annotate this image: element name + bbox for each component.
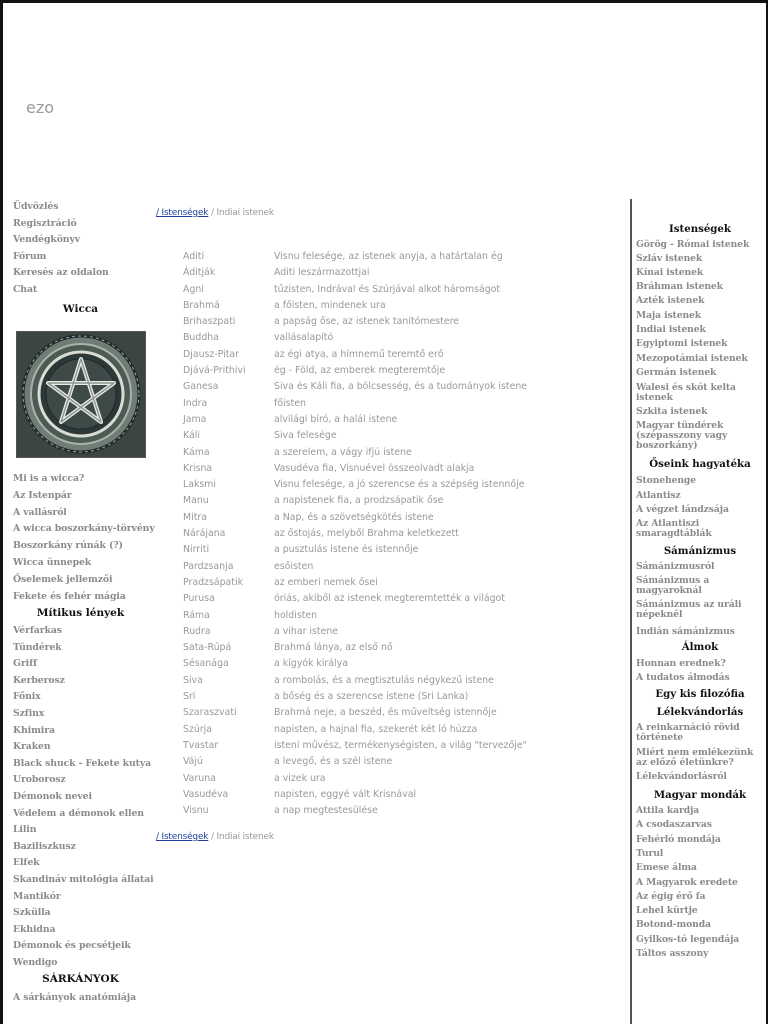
god-name: Tvastar	[183, 739, 219, 751]
god-description: Aditi leszármazottjai	[274, 267, 370, 279]
breadcrumb-separator: /	[210, 208, 214, 218]
right-sidebar-link[interactable]: Honnan erednek?	[636, 658, 726, 669]
god-description: óriás, akiből az istenek megteremtették a világot	[274, 593, 505, 605]
right-section-title: Istenségek	[669, 223, 731, 235]
right-sidebar-link[interactable]: Lélekvándorlásról	[636, 771, 727, 782]
breadcrumb-link[interactable]: / Istenségek	[156, 208, 209, 218]
right-sidebar-divider	[630, 199, 632, 1024]
right-sidebar-link[interactable]: Kínai istenek	[636, 267, 704, 278]
table-row	[183, 512, 623, 528]
right-sidebar-link[interactable]: Sámánizmus az uráli népeknél	[636, 599, 742, 620]
god-description: Siva felesége	[274, 430, 337, 442]
table-row	[183, 300, 623, 316]
table-row	[183, 789, 623, 805]
god-name: Káma	[183, 446, 210, 458]
right-sidebar-link[interactable]: Szkita istenek	[636, 406, 708, 417]
sidebar-link[interactable]: Főnix	[13, 691, 41, 703]
god-name: Aditi	[183, 251, 205, 262]
sidebar-link[interactable]: Vérfarkas	[13, 625, 62, 636]
right-sidebar-link[interactable]: A csodaszarvas	[636, 819, 712, 830]
right-sidebar-link[interactable]: A tudatos álmodás	[636, 672, 730, 683]
table-row	[183, 740, 623, 756]
sidebar-link[interactable]: A vallásról	[13, 506, 67, 518]
wicca-heading: Wicca	[62, 303, 99, 315]
god-name: Brahmá	[183, 299, 220, 311]
sidebar-link[interactable]: Üdvözlés	[13, 201, 59, 212]
god-description: esőisten	[274, 560, 314, 572]
breadcrumb-current: Indiai istenek	[216, 208, 274, 218]
sidebar-link[interactable]: Démonok és pecsétjeik	[13, 940, 131, 952]
table-row	[183, 316, 623, 332]
god-name: Jama	[183, 413, 207, 425]
god-description: tűzisten, Indrával és Szúrjával alkot háromságot	[274, 283, 501, 295]
right-sidebar-link[interactable]: Indiai istenek	[636, 324, 706, 335]
breadcrumb-separator: /	[210, 832, 214, 842]
god-description: a bőség és a szerencse istene (Sri Lanka)	[274, 691, 469, 703]
sidebar-link[interactable]: Fórum	[13, 250, 47, 262]
breadcrumb-link[interactable]: / Istenségek	[156, 832, 209, 842]
god-name: Djausz-Pitar	[183, 348, 240, 360]
right-sidebar-link[interactable]: Görög - Római istenek	[636, 239, 750, 250]
right-section-title: Álmok	[681, 641, 719, 653]
mitikus-heading: Mítikus lények	[36, 607, 125, 619]
god-description: az őstojás, melyből Brahma keletkezett	[274, 528, 459, 540]
right-sidebar-link[interactable]: Miért nem emlékezünk az előző életünkre?	[636, 747, 754, 768]
sidebar-link[interactable]: Szkülla	[13, 907, 51, 919]
god-description: Visnu felesége, az istenek anyja, a határtalan ég	[274, 251, 503, 262]
sidebar-link[interactable]: Khimira	[13, 724, 55, 736]
god-description: ég - Föld, az emberek megteremtője	[274, 365, 446, 377]
sidebar-link[interactable]: Őselemek jellemzői	[13, 573, 113, 585]
god-name: Krisna	[183, 462, 213, 474]
table-row	[183, 724, 623, 740]
god-description: főisten	[274, 397, 306, 409]
god-name: Káli	[183, 430, 200, 442]
right-sidebar-link[interactable]: Indián sámánizmus	[636, 626, 735, 637]
table-row	[183, 561, 623, 577]
sidebar-link[interactable]: Ekhidna	[13, 923, 56, 935]
wicca-links	[13, 473, 155, 607]
table-row	[183, 773, 623, 789]
top-nav	[13, 201, 109, 300]
sidebar-link[interactable]: Vendégkönyv	[13, 234, 81, 245]
right-sidebar-link[interactable]: Lehel kürtje	[636, 905, 698, 916]
table-row	[183, 593, 623, 609]
right-sidebar-link[interactable]: Azték istenek	[636, 295, 705, 306]
god-name: Indra	[183, 397, 208, 409]
right-section-title: Magyar mondák	[653, 789, 747, 801]
god-description: holdisten	[274, 609, 318, 621]
table-row	[183, 267, 623, 283]
table-row	[183, 365, 623, 381]
right-sidebar-link[interactable]: Szláv istenek	[636, 253, 703, 264]
right-sidebar-link[interactable]: Mezopotámiai istenek	[636, 353, 748, 364]
table-row	[183, 675, 623, 691]
sidebar-link[interactable]: Regisztráció	[13, 217, 77, 229]
god-name: Mitra	[183, 511, 207, 523]
god-name: Rudra	[183, 625, 211, 637]
right-sidebar-link[interactable]: A reinkarnáció rövid története	[636, 722, 740, 743]
breadcrumb	[156, 208, 274, 218]
pentagram-image	[16, 331, 146, 458]
right-sidebar-link[interactable]: A Magyarok eredete	[636, 877, 738, 888]
table-row	[183, 284, 623, 300]
god-description: vallásalapító	[274, 332, 334, 344]
table-row	[183, 463, 623, 479]
god-description: a pusztulás istene és istennője	[274, 544, 419, 556]
god-name: Sata-Rúpá	[183, 642, 232, 654]
god-description: napisten, a hajnal fia, szekerét két ló húzza	[274, 723, 478, 735]
table-row	[183, 495, 623, 511]
sidebar-link[interactable]: Tündérek	[13, 641, 62, 653]
sidebar-link[interactable]: A wicca boszorkány-törvény	[13, 523, 155, 535]
god-description: alvilági bíró, a halál istene	[274, 413, 398, 425]
god-description: a rombolás, és a megtisztulás négykezű istene	[274, 674, 494, 686]
god-name: Nárájana	[183, 528, 226, 540]
god-name: Vasudéva	[183, 788, 229, 800]
sidebar-link[interactable]: Lilin	[13, 824, 37, 836]
right-sidebar-link[interactable]: Egyiptomi istenek	[636, 338, 728, 349]
sidebar-link[interactable]: Szfinx	[13, 707, 45, 719]
god-description: az égi atya, a hímnemű teremtő erő	[274, 348, 444, 360]
god-name: Pardzsanja	[183, 560, 234, 572]
god-name: Pradzsápatik	[183, 576, 243, 588]
sidebar-link[interactable]: Az Istenpár	[13, 489, 72, 501]
right-sidebar-link[interactable]: Attila kardja	[636, 805, 700, 816]
right-sidebar-link[interactable]: Stonehenge	[636, 475, 697, 486]
table-row	[183, 381, 623, 397]
god-name: Agni	[183, 283, 204, 295]
table-row	[183, 544, 623, 560]
sidebar-link[interactable]: Démonok nevei	[13, 790, 92, 802]
right-section-title: Lélekvándorlás	[656, 706, 744, 718]
sidebar-link[interactable]: Uroborosz	[13, 774, 66, 786]
sidebar-link[interactable]: Kraken	[13, 741, 51, 753]
right-sidebar-link[interactable]: Fehérló mondája	[636, 834, 721, 845]
god-name: Purusa	[183, 593, 215, 605]
right-sidebar-link[interactable]: Sámánizmus a magyaroknál	[636, 575, 710, 596]
right-section-title: Sámánizmus	[663, 545, 737, 557]
right-sidebar-link[interactable]: Maja istenek	[636, 310, 702, 321]
table-row	[183, 658, 623, 674]
table-row	[183, 349, 623, 365]
right-sidebar-link[interactable]: Táltos asszony	[636, 948, 709, 959]
table-row	[183, 805, 623, 821]
sarkanyok-links	[13, 992, 136, 1009]
site-logo[interactable]: ezo	[26, 98, 55, 117]
table-row	[183, 528, 623, 544]
table-row	[183, 691, 623, 707]
god-name: Laksmi	[183, 479, 217, 491]
sidebar-link[interactable]: Elfek	[13, 857, 40, 869]
god-name: Djává-Prithivi	[183, 365, 246, 377]
right-sidebar-link[interactable]: Az Atlantiszi smaragdtáblák	[636, 518, 712, 539]
table-row	[183, 707, 623, 723]
sidebar-link[interactable]: Boszorkány rúnák (?)	[13, 540, 123, 552]
god-name: Vájú	[183, 756, 203, 768]
god-name: Visnu	[183, 805, 209, 817]
table-row	[183, 479, 623, 495]
god-name: Szúrja	[183, 723, 213, 735]
table-row	[183, 577, 623, 593]
god-name: Siva	[183, 674, 203, 686]
god-description: a Nap, és a szövetségkötés istene	[274, 511, 434, 523]
god-description: Brahmá lánya, az első nő	[274, 642, 393, 654]
god-description: Brahmá neje, a beszéd, és műveltség istennője	[274, 707, 497, 719]
right-sidebar-link[interactable]: Germán istenek	[636, 367, 717, 378]
breadcrumb-current: Indiai istenek	[216, 832, 274, 842]
god-name: Buddha	[183, 332, 219, 344]
table-row	[183, 251, 623, 267]
god-name: Áditják	[183, 267, 216, 279]
god-name: Sri	[183, 691, 196, 703]
right-sidebar-link[interactable]: Botond-monda	[636, 919, 711, 930]
right-sidebar-link[interactable]: Gyilkos-tó legendája	[636, 934, 740, 945]
table-row	[183, 414, 623, 430]
god-name: Ganesa	[183, 381, 219, 393]
god-name: Nirriti	[183, 544, 210, 556]
sidebar-link[interactable]: Wendigo	[13, 956, 58, 968]
god-description: Visnu felesége, a jó szerencse és a szépség istennője	[274, 479, 525, 491]
god-description: a napistenek fia, a prodzsápatik őse	[274, 495, 444, 507]
sidebar-link[interactable]: Baziliszkusz	[13, 840, 76, 852]
god-description: Vasudéva fia, Visnuével összeolvadt alakja	[274, 462, 475, 474]
right-sidebar-link[interactable]: Atlantisz	[636, 490, 681, 501]
right-section-title: Őseink hagyatéka	[649, 458, 751, 470]
right-sidebar-link[interactable]: Turul	[636, 848, 664, 859]
table-row	[183, 398, 623, 414]
breadcrumb-bottom	[156, 832, 274, 842]
table-row	[183, 756, 623, 772]
table-row	[183, 626, 623, 642]
table-row	[183, 430, 623, 446]
god-name: Szaraszvati	[183, 707, 237, 719]
right-sidebar-link[interactable]: Emese álma	[636, 862, 697, 873]
god-name: Brihaszpati	[183, 316, 236, 328]
god-description: a levegő, és a szél istene	[274, 756, 393, 768]
sidebar-link[interactable]: Kerberosz	[13, 674, 65, 686]
god-description: a vihar istene	[274, 625, 339, 637]
god-name: Varuna	[183, 772, 216, 784]
sidebar-link[interactable]: Védelem a démonok ellen	[13, 807, 144, 819]
mitikus-links	[13, 625, 154, 973]
god-description: a papság őse, az istenek tanítómestere	[274, 316, 460, 328]
right-sidebar-link[interactable]: Sámánizmusról	[636, 561, 715, 572]
right-sidebar-link[interactable]: Walesi és skót kelta istenek	[636, 382, 736, 403]
sidebar-link[interactable]: Keresés az oldalon	[13, 267, 109, 278]
god-description: a nap megtestesülése	[274, 805, 378, 817]
god-description: a főisten, mindenek ura	[274, 299, 386, 311]
god-description: isteni művész, termékenységisten, a világ "tervezője"	[274, 739, 527, 751]
table-row	[183, 447, 623, 463]
god-description: az emberi nemek ősei	[274, 576, 378, 588]
sidebar-link[interactable]: Black shuck - Fekete kutya	[13, 757, 152, 769]
sidebar-link[interactable]: A sárkányok anatómiája	[13, 992, 136, 1003]
pentagram-icon	[17, 332, 145, 457]
gods-table	[183, 251, 623, 821]
right-sidebar-link[interactable]: Bráhman istenek	[636, 281, 723, 292]
god-name: Sésanága	[183, 658, 229, 670]
god-description: napisten, eggyé vált Krisnával	[274, 788, 417, 800]
god-name: Ráma	[183, 609, 210, 621]
table-row	[183, 332, 623, 348]
sidebar-link[interactable]: Fekete és fehér mágia	[13, 590, 126, 602]
sidebar-link[interactable]: Chat	[13, 283, 38, 295]
sidebar-link[interactable]: Mantikór	[13, 890, 61, 902]
right-section-title: Egy kis filozófia	[655, 688, 745, 700]
sidebar-link[interactable]: Mi is a wicca?	[13, 473, 85, 484]
table-row	[183, 642, 623, 658]
sidebar-link[interactable]: Griff	[13, 658, 37, 670]
sidebar-link[interactable]: Skandináv mitológia állatai	[13, 873, 154, 885]
right-sidebar-link[interactable]: Magyar tündérek (szépasszony vagy boszorkány)	[636, 420, 728, 451]
sidebar-link[interactable]: Wicca ünnepek	[13, 556, 92, 568]
right-sidebar-link[interactable]: A végzet lándzsája	[636, 504, 729, 515]
god-description: a vizek ura	[274, 772, 326, 784]
god-name: Manu	[183, 495, 209, 507]
god-description: a kígyók királya	[274, 658, 348, 670]
god-description: a szerelem, a vágy ifjú istene	[274, 446, 412, 458]
right-sidebar-link[interactable]: Az égig érő fa	[636, 891, 706, 902]
god-description: Siva és Káli fia, a bölcsesség, és a tudományok istene	[274, 381, 528, 393]
sarkanyok-heading: SÁRKÁNYOK	[42, 973, 119, 985]
table-row	[183, 610, 623, 626]
